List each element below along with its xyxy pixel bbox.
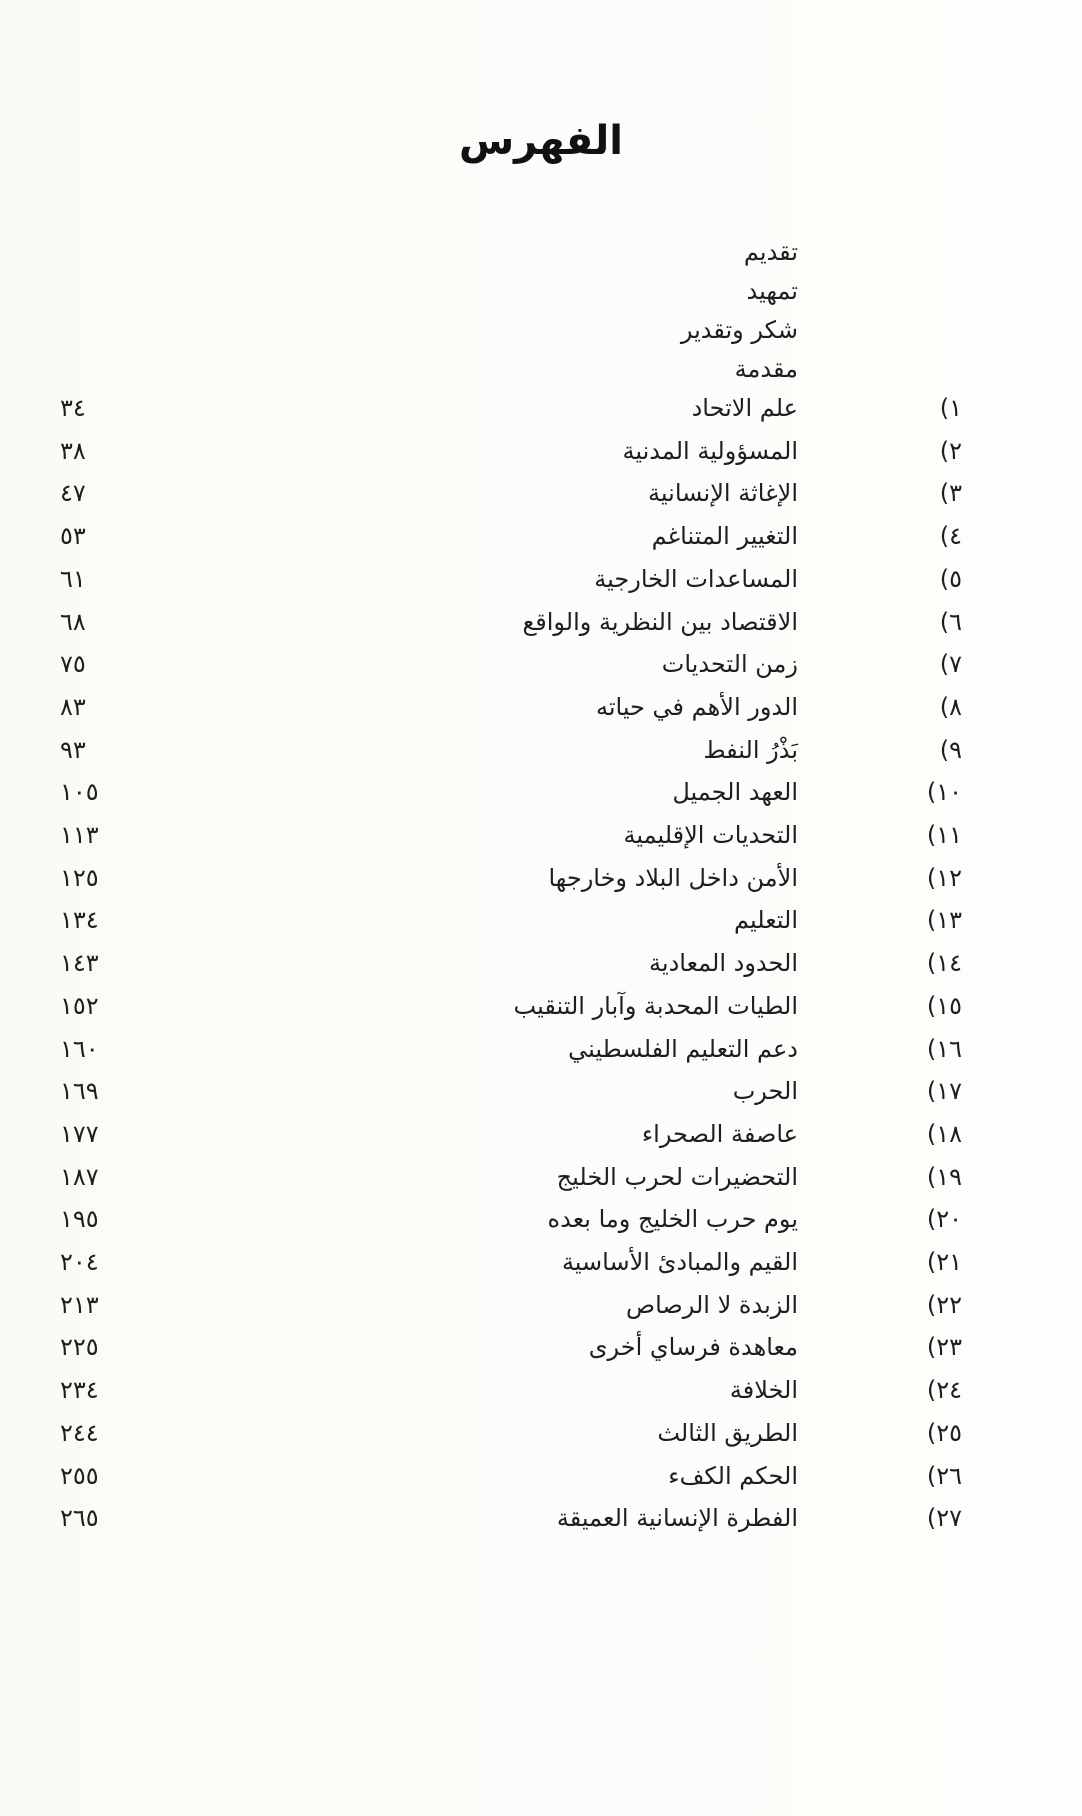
- page-number: ٢٤٤: [60, 1419, 99, 1447]
- chapter-number: ٥): [939, 565, 962, 593]
- chapter-number: ٢٢): [926, 1291, 962, 1319]
- chapter-number: ٢٤): [926, 1376, 962, 1404]
- toc-row[interactable]: [0, 728, 1082, 772]
- page-number: ٥٣: [60, 522, 86, 550]
- intro-row: [0, 230, 1082, 274]
- page-number: ١٠٥: [60, 778, 99, 806]
- page-number: ١٥٢: [60, 992, 99, 1020]
- chapter-title: الخلافة: [729, 1376, 798, 1404]
- chapter-title: يوم حرب الخليج وما بعده: [547, 1205, 798, 1233]
- chapter-title: معاهدة فرساي أخرى: [588, 1333, 798, 1361]
- toc-row[interactable]: [0, 1155, 1082, 1199]
- chapter-number: ٣): [939, 479, 962, 507]
- chapter-number: ٢٧): [926, 1504, 962, 1532]
- toc-row[interactable]: [0, 1368, 1082, 1412]
- chapter-title: الدور الأهم في حياته: [595, 693, 798, 721]
- toc-row[interactable]: [0, 600, 1082, 644]
- page-number: ٢٦٥: [60, 1504, 99, 1532]
- page-number: ٩٣: [60, 736, 86, 764]
- toc-row[interactable]: [0, 429, 1082, 473]
- toc-row[interactable]: [0, 386, 1082, 430]
- page-number: ١٦٠: [60, 1035, 99, 1063]
- toc-row[interactable]: [0, 1325, 1082, 1369]
- page-number: ٦٨: [60, 608, 86, 636]
- chapter-number: ١٧): [926, 1077, 962, 1105]
- toc-row[interactable]: [0, 1112, 1082, 1156]
- chapter-number: ٦): [939, 608, 962, 636]
- chapter-title: التعليم: [734, 906, 798, 934]
- chapter-number: ٢٥): [926, 1419, 962, 1447]
- page-number: ٢٠٤: [60, 1248, 99, 1276]
- intro-row: [0, 308, 1082, 352]
- toc-row[interactable]: [0, 856, 1082, 900]
- chapter-title: القيم والمبادئ الأساسية: [561, 1248, 798, 1276]
- chapter-number: ٩): [939, 736, 962, 764]
- intro-label: مقدمة: [734, 355, 798, 383]
- page-number: ٣٨: [60, 437, 86, 465]
- chapter-title: التحديات الإقليمية: [623, 821, 798, 849]
- chapter-title: الطريق الثالث: [657, 1419, 798, 1447]
- page-number: ١٨٧: [60, 1163, 99, 1191]
- page-number: ٦١: [60, 565, 86, 593]
- chapter-title: علم الاتحاد: [691, 394, 798, 422]
- toc-row[interactable]: [0, 1027, 1082, 1071]
- chapter-number: ١٦): [926, 1035, 962, 1063]
- chapter-title: العهد الجميل: [672, 778, 798, 806]
- chapter-number: ٢١): [926, 1248, 962, 1276]
- chapter-number: ١٢): [926, 864, 962, 892]
- toc-row[interactable]: [0, 1283, 1082, 1327]
- toc-row[interactable]: [0, 813, 1082, 857]
- chapter-number: ١١): [926, 821, 962, 849]
- toc-row[interactable]: [0, 685, 1082, 729]
- chapter-number: ٨): [939, 693, 962, 721]
- page-number: ٨٣: [60, 693, 86, 721]
- page-number: ٣٤: [60, 394, 86, 422]
- toc-row[interactable]: [0, 770, 1082, 814]
- chapter-number: ٢): [939, 437, 962, 465]
- toc-row[interactable]: [0, 1496, 1082, 1540]
- chapter-title: التحضيرات لحرب الخليج: [556, 1163, 798, 1191]
- toc-row[interactable]: [0, 514, 1082, 558]
- page-number: ٤٧: [60, 479, 86, 507]
- chapter-title: الإغاثة الإنسانية: [648, 479, 798, 507]
- chapter-number: ٢٣): [926, 1333, 962, 1361]
- chapter-title: دعم التعليم الفلسطيني: [568, 1035, 798, 1063]
- toc-row[interactable]: [0, 1069, 1082, 1113]
- page-number: ٢٣٤: [60, 1376, 99, 1404]
- intro-row: [0, 347, 1082, 391]
- chapter-title: الاقتصاد بين النظرية والواقع: [522, 608, 798, 636]
- chapter-title: عاصفة الصحراء: [641, 1120, 798, 1148]
- toc-row[interactable]: [0, 898, 1082, 942]
- chapter-title: الزبدة لا الرصاص: [626, 1291, 798, 1319]
- intro-label: تمهيد: [746, 277, 798, 305]
- chapter-title: المسؤولية المدنية: [622, 437, 798, 465]
- chapter-title: الطيات المحدبة وآبار التنقيب: [513, 992, 798, 1020]
- page-number: ١١٣: [60, 821, 99, 849]
- intro-label: شكر وتقدير: [680, 316, 798, 344]
- page-number: ٧٥: [60, 650, 86, 678]
- chapter-title: الحدود المعادية: [649, 949, 798, 977]
- toc-row[interactable]: [0, 941, 1082, 985]
- chapter-title: الحكم الكفء: [668, 1462, 798, 1490]
- toc-row[interactable]: [0, 984, 1082, 1028]
- page-number: ١٧٧: [60, 1120, 99, 1148]
- toc-row[interactable]: [0, 1240, 1082, 1284]
- chapter-title: بَذْرُ النفط: [703, 736, 798, 764]
- chapter-title: الأمن داخل البلاد وخارجها: [548, 864, 798, 892]
- intro-label: تقديم: [743, 238, 798, 266]
- chapter-title: المساعدات الخارجية: [594, 565, 798, 593]
- chapter-number: ١٣): [926, 906, 962, 934]
- page-number: ١٦٩: [60, 1077, 99, 1105]
- chapter-number: ١٩): [926, 1163, 962, 1191]
- chapter-title: الفطرة الإنسانية العميقة: [556, 1504, 798, 1532]
- chapter-number: ١٠): [926, 778, 962, 806]
- page-number: ١٢٥: [60, 864, 99, 892]
- toc-row[interactable]: [0, 1197, 1082, 1241]
- page-number: ٢١٣: [60, 1291, 99, 1319]
- chapter-number: ١٨): [926, 1120, 962, 1148]
- chapter-number: ٢٠): [926, 1205, 962, 1233]
- chapter-number: ٤): [939, 522, 962, 550]
- chapter-number: ٧): [939, 650, 962, 678]
- toc-row[interactable]: [0, 471, 1082, 515]
- toc-row[interactable]: [0, 642, 1082, 686]
- page-number: ١٤٣: [60, 949, 99, 977]
- toc-row[interactable]: [0, 557, 1082, 601]
- chapter-number: ٢٦): [926, 1462, 962, 1490]
- chapter-number: ١): [939, 394, 962, 422]
- toc-row[interactable]: [0, 1454, 1082, 1498]
- intro-row: [0, 269, 1082, 313]
- chapter-title: زمن التحديات: [661, 650, 798, 678]
- chapter-number: ١٤): [926, 949, 962, 977]
- chapter-title: الحرب: [732, 1077, 798, 1105]
- chapter-title: التغيير المتناغم: [651, 522, 798, 550]
- page-number: ٢٢٥: [60, 1333, 99, 1361]
- chapter-number: ١٥): [926, 992, 962, 1020]
- toc-row[interactable]: [0, 1411, 1082, 1455]
- page-title: الفهرس: [458, 118, 623, 164]
- page-number: ١٩٥: [60, 1205, 99, 1233]
- page-number: ١٣٤: [60, 906, 99, 934]
- page-number: ٢٥٥: [60, 1462, 99, 1490]
